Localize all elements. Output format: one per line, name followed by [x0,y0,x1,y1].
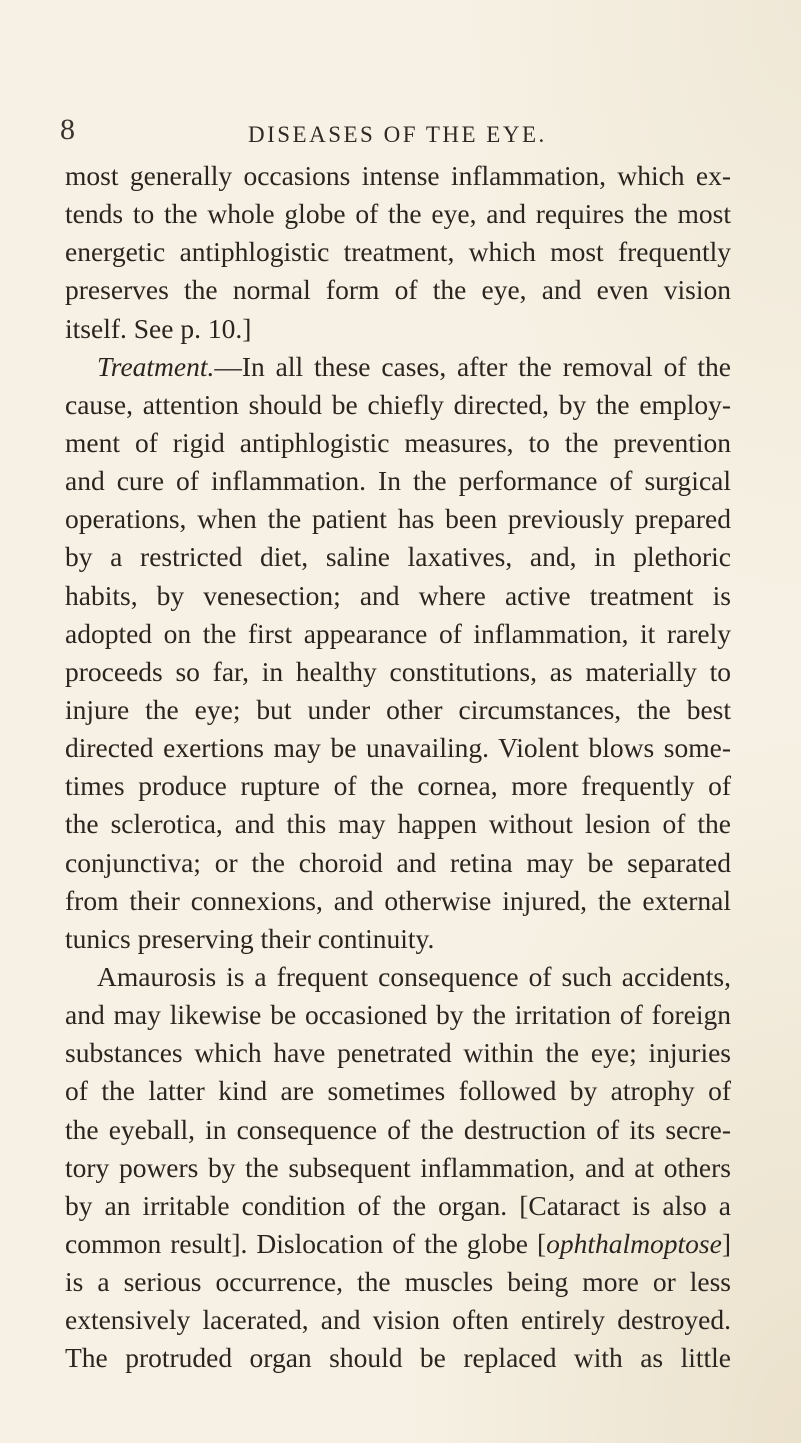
text-line: Amaurosis is a frequent consequence of such accidents, [97,960,731,992]
text-line: times produce rupture of the cornea, more frequently of [65,770,731,802]
text-line: tunics preserving their continuity. [65,922,435,954]
text-line: the sclerotica, and this may happen without lesion of the [65,808,731,840]
body-text [65,157,731,1378]
treatment-heading: Treatment. [97,350,215,382]
text-line: is a serious occurrence, the muscles being more or less [65,1266,731,1298]
text-line: injure the eye; but under other circumstances, the best [65,693,731,725]
page-number: 8 [60,113,75,146]
text-line: itself. See p. 10.] [65,312,252,344]
dislocation-line [65,1225,731,1263]
dislocation-text: common result]. Dislocation of the globe [ [65,1227,547,1259]
text-line: preserves the normal form of the eye, and even vision [65,274,731,306]
running-head [0,113,801,153]
text-line: proceeds so far, in healthy constitutions, as materially to [65,655,731,687]
text-line: ment of rigid antiphlogistic measures, to the prevention [65,426,731,458]
text-line: and cure of inflammation. In the performance of surgical [65,465,731,497]
text-line: directed exertions may be unavailing. Violent blows some- [65,732,731,764]
text-line: habits, by venesection; and where active treatment is [65,579,731,611]
text-line: by a restricted diet, saline laxatives, and, in plethoric [65,541,731,573]
header-title: DISEASES OF THE EYE. [248,122,547,147]
text-line: from their connexions, and otherwise injured, the external [65,884,731,916]
dislocation-bracket: ] [721,1227,731,1259]
text-line: conjunctiva; or the choroid and retina may be separated [65,846,731,878]
text-line: and may likewise be occasioned by the irritation of foreign [65,999,731,1031]
text-line: tends to the whole globe of the eye, and requires the most [65,198,731,230]
text-line: of the latter kind are sometimes followed by atrophy of [65,1075,731,1107]
text-line: most generally occasions intense inflammation, which ex- [65,160,731,191]
text-line: The protruded organ should be replaced with as little [65,1342,731,1374]
text-line: energetic antiphlogistic treatment, which most frequently [65,236,731,268]
text-line: extensively lacerated, and vision often entirely destroyed. [65,1304,731,1336]
treatment-text: —In all these cases, after the removal of the [214,350,731,382]
text-line: by an irritable condition of the organ. [Cataract is also a [65,1189,731,1221]
text-line: substances which have penetrated within the eye; injuries [65,1037,731,1069]
text-line: adopted on the first appearance of inflammation, it rarely [65,617,731,649]
text-line: cause, attention should be chiefly directed, by the employ- [65,388,731,420]
treatment-paragraph-start [65,348,731,386]
ophthalmoptose-term: ophthalmoptose [546,1227,722,1259]
text-line: operations, when the patient has been previously prepared [65,503,731,535]
text-line: the eyeball, in consequence of the destruction of its secre- [65,1113,731,1145]
text-line: tory powers by the subsequent inflammation, and at others [65,1151,731,1183]
